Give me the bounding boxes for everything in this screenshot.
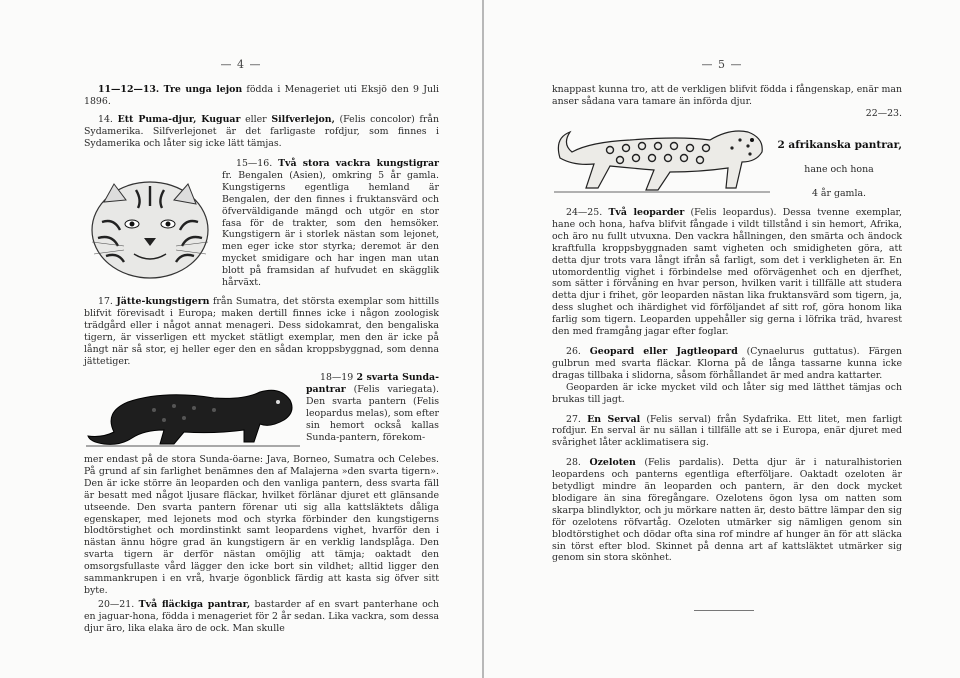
paragraph-geopard-2: Geoparden är icke mycket vild och låter sig med lätthet tämjas och brukas till jagt. — [552, 381, 902, 405]
right-text-body — [552, 207, 902, 564]
paragraph-kungstigrar: 15—16. Två stora vackra kungstigrar fr. Bengalen (Asien), omkring 5 år gamla. Kungstigerns egentliga hemland är Bengalen, der den finnes i fruktansvärd och öfverväldigande mängd och utgör en stor fasa för de trakter, som den hemsöker. Kungstigern är i storlek nästan som lejonet, men eger icke stor styrka; deremot är den mycket smidigare och har ingen man utan blott på framsidan af hufvudet en skägglik hårväxt. — [222, 158, 439, 289]
right-caption: 2 afrikanska pantrar, hane och hona 4 år gamla. — [777, 139, 902, 199]
paragraph-flackiga-pantrar: 20—21. Två fläckiga pantrar, bastarder af en svart panterhane och en jaguar-hona, födda i menageriet för 2 år sedan. Lika vackra, som dessa djur äro, lika elaka äro de ock. Man skulle — [84, 598, 440, 634]
paragraph-lions: 11—12—13. Tre unga lejon födda i Menageriet uti Eksjö den 9 Juli 1896. — [84, 84, 440, 107]
page-number-left: — 4 — — [220, 58, 262, 71]
paragraph-sunda-pantrar: 18—19 2 svarta Sunda-pantrar (Felis variegata). Den svarta pantern (Felis leopardus melas), som efter sin hemort också kallas Sunda-pantern, förekom- — [306, 372, 439, 443]
end-rule — [694, 610, 754, 611]
paragraph-leoparder: 24—25. Två leoparder (Felis leopardus). Dessa tvenne exemplar, hane och hona, hafva blifvit fångade i vildt tillstånd i sin hemort, Afrika, och äro nu fullt utvuxna. Den vackra hållningen, den smärta och ändock kraftfulla kroppsbyggnaden samt vigheten och smidigheten göra, att detta djur trots vara långt ifrån så farligt, som det i verkligheten är. En utomordentlig vighet i förbindelse med oförvägenhet och en djerfhet, som sätter i förvåning en hvar person, hvilken varit i tillfälle att studera detta djur i frihet, gör leoparden nästan lika fruktansvärd som tigern, ja, dess slughet och ihärdighet vid förföljandet af sitt rof, göra honom lika farlig som tigern. Leoparden uppehåller sig gerna i löfrika träd, hvarest den med framgång jagar efter foglar. — [552, 207, 902, 338]
paragraph-ozeloten: 28. Ozeloten (Felis pardalis). Detta djur är i naturalhistorien leopardens och panterns egentliga efterföljare. Oaktadt ozeloten är betydligt mindre än leoparden och pantern, är den dock mycket blodigare än sina föregångare. Ozelotens ögon lysa om natten som skarpa blindlyktor, och ju mörkare natten är, desto bättre lämpar den sig för ozelotens röfvartåg. Ozeloten utmärker sig nämligen genom sin blodtörstighet och dödar ofta sina rof mindre af hunger än för att släcka sin törst efter blod. Skinnet på denna art af kattsläktet utmärker sig genom sin stora skönhet. — [552, 457, 902, 564]
tiger-head-illustration — [84, 172, 216, 284]
paragraph-puma: 14. Ett Puma-djur, Kuguar eller Silfverlejon, (Felis concolor) från Sydamerika. Silfverlejonet är det farligaste rofdjur, som finnes i Sydamerika och låter sig icke lätt tämjas. — [84, 113, 439, 149]
paragraph-jattetiger: 17. Jätte-kungstigern från Sumatra, det största exemplar som hittills blifvit förevisadt i Europa; maken dertill finnes icke i någon zoologisk trädgård eller i något annat menageri. Dess sidokamrat, den bengaliska tigern, är visserligen ett mycket stätligt exemplar, men den är icke på långt när så stor, ej heller eger den en sådan kroppsbyggnad, som denna jättetiger. — [84, 296, 439, 367]
black-panther-illustration — [84, 372, 302, 452]
left-text-panther-body — [84, 454, 439, 635]
left-text-top — [84, 84, 439, 150]
paragraph-continuation: knappast kunna tro, att de verkligen blifvit födda i fångenskap, enär man anser sådana vara tamare än införda djur. — [552, 84, 902, 107]
right-page — [484, 0, 960, 678]
right-text-top — [552, 84, 902, 108]
leopard-illustration — [550, 118, 774, 196]
paragraph-serval: 27. En Serval (Felis serval) från Sydafrika. Ett litet, men farligt rofdjur. En serval är nu sällan i tillfälle att se i Europa, enär djuret med svårighet låter acklimatisera sig. — [552, 413, 902, 449]
left-text-tiger — [222, 158, 439, 289]
paragraph-geopard: 26. Geopard eller Jagtleopard (Cynaelurus guttatus). Färgen gulbrun med svarta fläckar. Klorna på de långa tassarne kunna icke dragas tillbaka i slidorna, såsom förhållandet är med andra kattarter. — [552, 345, 902, 381]
right-caption-num: 22—23. — [865, 108, 902, 119]
left-text-panther-head — [306, 372, 439, 443]
left-text-jattetiger — [84, 296, 439, 367]
paragraph-sunda-pantrar-cont: mer endast på de stora Sunda-öarne: Java, Borneo, Sumatra och Celebes. På grund af sin farlighet benämnes den af Malajerna »den svarta tigern». Den är icke större än leoparden och den vanliga pantern, dess svarta fäll är besatt med något ljusare fläckar, hvilket förlänar djuret ett glänsande utseende. Den svarta pantern förenar uti sig alla kattsläktets dåliga egenskaper, med lejonets mod och styrka förbinder den kungstigerns blodtörstighet och mordinstinkt samt leopardens vighet, hvarför den i nästan ännu högre grad än kungstigern är en verklig landsplåga. Den svarta tigern är derför nästan omöjlig att tämja; oaktadt den omsorgsfullaste vård lägger den icke bort sin vildhet; alltid ligger den sammankrupen i en vrå, hvarje ögonblick färdig att kasta sig öfver sitt byte. — [84, 454, 439, 596]
page-number-right: — 5 — — [701, 58, 743, 71]
